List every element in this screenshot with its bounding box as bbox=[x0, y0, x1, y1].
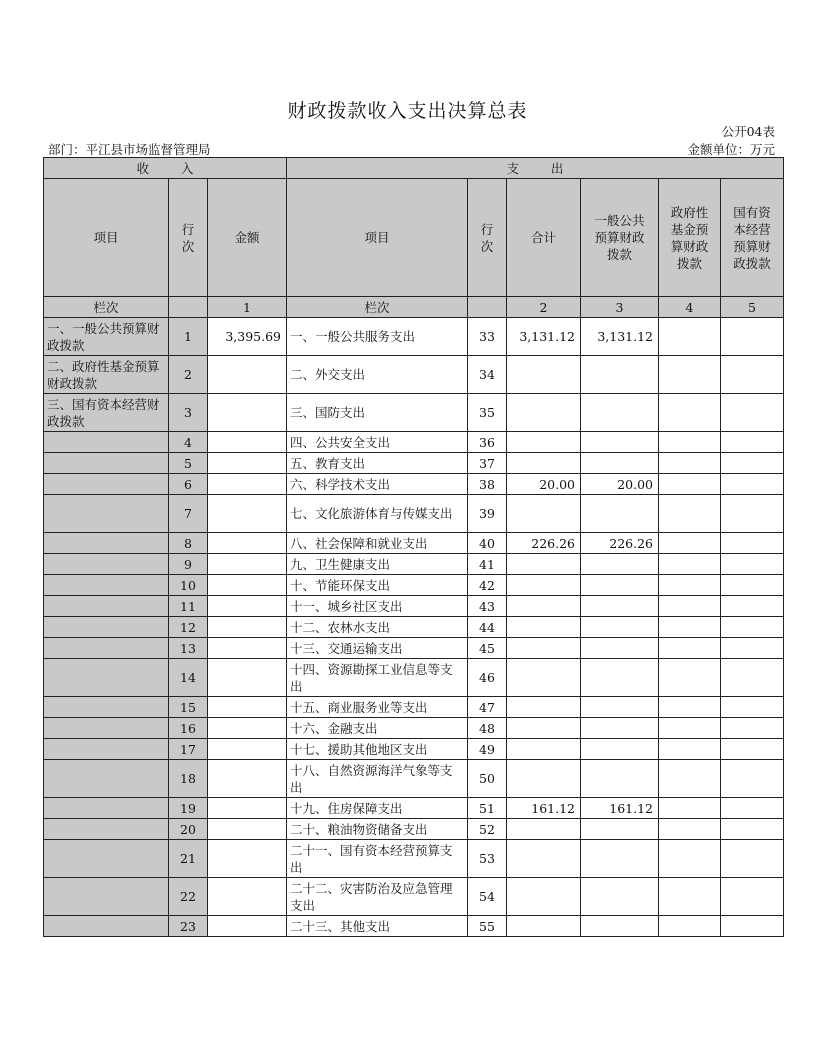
general-budget-amount-cell bbox=[581, 596, 659, 617]
expense-line-cell: 40 bbox=[468, 533, 507, 554]
state-capital-header: 国有资 本经营 预算财 政拨款 bbox=[721, 179, 784, 297]
expense-item-cell: 二十二、灾害防治及应急管理支出 bbox=[287, 878, 468, 916]
income-line-cell: 23 bbox=[169, 916, 208, 937]
general-budget-amount-cell bbox=[581, 819, 659, 840]
state-capital-amount-cell bbox=[721, 575, 784, 596]
table-row bbox=[44, 356, 784, 394]
expense-line-cell: 34 bbox=[468, 356, 507, 394]
income-amount-cell bbox=[208, 659, 287, 697]
colnum-5: 5 bbox=[721, 297, 784, 318]
general-budget-amount-cell bbox=[581, 718, 659, 739]
expense-item-header: 项目 bbox=[287, 179, 468, 297]
income-item-cell: 二、政府性基金预算财政拨款 bbox=[44, 356, 169, 394]
gov-fund-amount-cell bbox=[659, 474, 721, 495]
income-item-cell bbox=[44, 659, 169, 697]
gov-fund-amount-cell bbox=[659, 356, 721, 394]
table-row bbox=[44, 819, 784, 840]
state-capital-amount-cell bbox=[721, 356, 784, 394]
expense-item-cell: 十六、金融支出 bbox=[287, 718, 468, 739]
income-amount-header: 金额 bbox=[208, 179, 287, 297]
income-item-header: 项目 bbox=[44, 179, 169, 297]
total-amount-cell bbox=[507, 596, 581, 617]
gov-fund-amount-cell bbox=[659, 495, 721, 533]
total-amount-cell bbox=[507, 554, 581, 575]
total-amount-cell bbox=[507, 739, 581, 760]
page-title: 财政拨款收入支出决算总表 bbox=[287, 100, 528, 122]
table-row bbox=[44, 638, 784, 659]
expense-line-cell: 54 bbox=[468, 878, 507, 916]
income-line-cell: 13 bbox=[169, 638, 208, 659]
gov-fund-amount-cell bbox=[659, 533, 721, 554]
income-line-cell: 16 bbox=[169, 718, 208, 739]
table-row bbox=[44, 432, 784, 453]
gov-fund-amount-cell bbox=[659, 617, 721, 638]
income-item-cell bbox=[44, 575, 169, 596]
total-amount-cell bbox=[507, 916, 581, 937]
colnum-4: 4 bbox=[659, 297, 721, 318]
colnum-2: 2 bbox=[507, 297, 581, 318]
income-line-header: 行 次 bbox=[169, 179, 208, 297]
gov-fund-amount-cell bbox=[659, 575, 721, 596]
expense-item-cell: 二十一、国有资本经营预算支出 bbox=[287, 840, 468, 878]
state-capital-amount-cell bbox=[721, 659, 784, 697]
total-amount-cell: 20.00 bbox=[507, 474, 581, 495]
expense-line-cell: 43 bbox=[468, 596, 507, 617]
income-item-cell bbox=[44, 798, 169, 819]
income-item-cell bbox=[44, 916, 169, 937]
income-line-cell: 2 bbox=[169, 356, 208, 394]
total-amount-cell bbox=[507, 495, 581, 533]
gov-fund-amount-cell bbox=[659, 432, 721, 453]
expense-line-cell: 39 bbox=[468, 495, 507, 533]
income-amount-cell bbox=[208, 718, 287, 739]
total-amount-cell bbox=[507, 575, 581, 596]
income-item-cell bbox=[44, 474, 169, 495]
income-amount-cell bbox=[208, 575, 287, 596]
total-amount-cell bbox=[507, 453, 581, 474]
state-capital-amount-cell bbox=[721, 432, 784, 453]
income-amount-cell: 3,395.69 bbox=[208, 318, 287, 356]
state-capital-amount-cell bbox=[721, 596, 784, 617]
general-budget-amount-cell bbox=[581, 617, 659, 638]
colnum-3: 3 bbox=[581, 297, 659, 318]
income-line-cell: 10 bbox=[169, 575, 208, 596]
gov-fund-amount-cell bbox=[659, 718, 721, 739]
income-item-cell bbox=[44, 533, 169, 554]
expense-line-cell: 36 bbox=[468, 432, 507, 453]
state-capital-amount-cell bbox=[721, 739, 784, 760]
income-line-cell: 9 bbox=[169, 554, 208, 575]
expense-line-cell: 49 bbox=[468, 739, 507, 760]
income-line-cell: 7 bbox=[169, 495, 208, 533]
general-budget-amount-cell: 3,131.12 bbox=[581, 318, 659, 356]
total-amount-cell: 226.26 bbox=[507, 533, 581, 554]
state-capital-amount-cell bbox=[721, 617, 784, 638]
gov-fund-amount-cell bbox=[659, 318, 721, 356]
income-item-cell bbox=[44, 638, 169, 659]
income-line-cell: 17 bbox=[169, 739, 208, 760]
table-row bbox=[44, 697, 784, 718]
general-budget-amount-cell bbox=[581, 638, 659, 659]
gov-fund-amount-cell bbox=[659, 697, 721, 718]
expense-item-cell: 十二、农林水支出 bbox=[287, 617, 468, 638]
income-item-cell bbox=[44, 596, 169, 617]
general-budget-amount-cell bbox=[581, 840, 659, 878]
total-amount-cell bbox=[507, 760, 581, 798]
expense-item-cell: 八、社会保障和就业支出 bbox=[287, 533, 468, 554]
income-line-cell: 1 bbox=[169, 318, 208, 356]
gov-fund-amount-cell bbox=[659, 638, 721, 659]
table-row bbox=[44, 474, 784, 495]
income-amount-cell bbox=[208, 739, 287, 760]
total-amount-cell bbox=[507, 394, 581, 432]
amount-unit-label: 金额单位：万元 bbox=[687, 142, 775, 157]
income-amount-cell bbox=[208, 697, 287, 718]
income-line-cell: 6 bbox=[169, 474, 208, 495]
income-group-header: 收 入 bbox=[44, 158, 287, 179]
gov-fund-amount-cell bbox=[659, 840, 721, 878]
total-amount-cell bbox=[507, 878, 581, 916]
income-colnum-empty bbox=[169, 297, 208, 318]
gov-fund-amount-cell bbox=[659, 760, 721, 798]
table-row bbox=[44, 916, 784, 937]
state-capital-amount-cell bbox=[721, 394, 784, 432]
general-budget-amount-cell bbox=[581, 697, 659, 718]
expense-line-cell: 50 bbox=[468, 760, 507, 798]
table-row bbox=[44, 318, 784, 356]
expense-item-cell: 七、文化旅游体育与传媒支出 bbox=[287, 495, 468, 533]
expense-line-cell: 55 bbox=[468, 916, 507, 937]
expense-item-cell: 十五、商业服务业等支出 bbox=[287, 697, 468, 718]
income-line-cell: 21 bbox=[169, 840, 208, 878]
expense-item-cell: 六、科学技术支出 bbox=[287, 474, 468, 495]
expense-line-header: 行 次 bbox=[468, 179, 507, 297]
state-capital-amount-cell bbox=[721, 819, 784, 840]
gov-fund-amount-cell bbox=[659, 659, 721, 697]
expense-line-cell: 35 bbox=[468, 394, 507, 432]
income-item-cell: 一、一般公共预算财政拨款 bbox=[44, 318, 169, 356]
table-row bbox=[44, 878, 784, 916]
general-budget-header: 一般公共 预算财政 拨款 bbox=[581, 179, 659, 297]
gov-fund-header: 政府性 基金预 算财政 拨款 bbox=[659, 179, 721, 297]
general-budget-amount-cell bbox=[581, 575, 659, 596]
department-label: 部门：平江县市场监督管理局 bbox=[48, 142, 211, 157]
gov-fund-amount-cell bbox=[659, 453, 721, 474]
income-line-cell: 3 bbox=[169, 394, 208, 432]
table-row bbox=[44, 718, 784, 739]
income-line-cell: 12 bbox=[169, 617, 208, 638]
income-line-cell: 18 bbox=[169, 760, 208, 798]
expense-line-cell: 44 bbox=[468, 617, 507, 638]
income-item-cell bbox=[44, 718, 169, 739]
expense-item-cell: 十八、自然资源海洋气象等支出 bbox=[287, 760, 468, 798]
income-amount-cell bbox=[208, 356, 287, 394]
income-amount-cell bbox=[208, 453, 287, 474]
income-amount-cell bbox=[208, 638, 287, 659]
total-amount-cell bbox=[507, 617, 581, 638]
gov-fund-amount-cell bbox=[659, 394, 721, 432]
state-capital-amount-cell bbox=[721, 798, 784, 819]
total-amount-cell bbox=[507, 659, 581, 697]
total-amount-cell: 3,131.12 bbox=[507, 318, 581, 356]
expense-item-cell: 二十三、其他支出 bbox=[287, 916, 468, 937]
income-item-cell: 三、国有资本经营财政拨款 bbox=[44, 394, 169, 432]
general-budget-amount-cell bbox=[581, 659, 659, 697]
expense-line-cell: 45 bbox=[468, 638, 507, 659]
expense-line-cell: 48 bbox=[468, 718, 507, 739]
expense-item-cell: 一、一般公共服务支出 bbox=[287, 318, 468, 356]
form-number: 公开04表 bbox=[721, 124, 775, 139]
expense-line-cell: 37 bbox=[468, 453, 507, 474]
state-capital-amount-cell bbox=[721, 453, 784, 474]
table-row bbox=[44, 453, 784, 474]
expense-item-cell: 二、外交支出 bbox=[287, 356, 468, 394]
income-amount-cell bbox=[208, 432, 287, 453]
income-line-cell: 5 bbox=[169, 453, 208, 474]
income-item-cell bbox=[44, 697, 169, 718]
state-capital-amount-cell bbox=[721, 554, 784, 575]
state-capital-amount-cell bbox=[721, 718, 784, 739]
expense-item-cell: 十一、城乡社区支出 bbox=[287, 596, 468, 617]
state-capital-amount-cell bbox=[721, 495, 784, 533]
income-amount-cell bbox=[208, 819, 287, 840]
income-amount-cell bbox=[208, 617, 287, 638]
state-capital-amount-cell bbox=[721, 318, 784, 356]
income-item-cell bbox=[44, 878, 169, 916]
income-item-cell bbox=[44, 617, 169, 638]
gov-fund-amount-cell bbox=[659, 916, 721, 937]
general-budget-amount-cell bbox=[581, 356, 659, 394]
income-amount-cell bbox=[208, 533, 287, 554]
gov-fund-amount-cell bbox=[659, 739, 721, 760]
table-row bbox=[44, 495, 784, 533]
expense-item-cell: 十七、援助其他地区支出 bbox=[287, 739, 468, 760]
income-amount-cell bbox=[208, 495, 287, 533]
income-colnum-label: 栏次 bbox=[44, 297, 169, 318]
table-row bbox=[44, 575, 784, 596]
income-line-cell: 15 bbox=[169, 697, 208, 718]
income-amount-cell bbox=[208, 760, 287, 798]
expense-item-cell: 十三、交通运输支出 bbox=[287, 638, 468, 659]
expense-item-cell: 五、教育支出 bbox=[287, 453, 468, 474]
state-capital-amount-cell bbox=[721, 533, 784, 554]
total-amount-cell bbox=[507, 697, 581, 718]
expense-line-cell: 33 bbox=[468, 318, 507, 356]
state-capital-amount-cell bbox=[721, 638, 784, 659]
general-budget-amount-cell bbox=[581, 495, 659, 533]
expense-line-cell: 38 bbox=[468, 474, 507, 495]
income-amount-cell bbox=[208, 596, 287, 617]
total-header: 合计 bbox=[507, 179, 581, 297]
table-row bbox=[44, 596, 784, 617]
table-row bbox=[44, 617, 784, 638]
total-amount-cell bbox=[507, 718, 581, 739]
table-row bbox=[44, 760, 784, 798]
income-amount-cell bbox=[208, 474, 287, 495]
expense-item-cell: 十四、资源勘探工业信息等支出 bbox=[287, 659, 468, 697]
expense-colnum-empty bbox=[468, 297, 507, 318]
table-row bbox=[44, 533, 784, 554]
state-capital-amount-cell bbox=[721, 916, 784, 937]
income-amount-cell bbox=[208, 840, 287, 878]
general-budget-amount-cell bbox=[581, 739, 659, 760]
expense-line-cell: 52 bbox=[468, 819, 507, 840]
state-capital-amount-cell bbox=[721, 474, 784, 495]
general-budget-amount-cell bbox=[581, 878, 659, 916]
gov-fund-amount-cell bbox=[659, 554, 721, 575]
table-row bbox=[44, 659, 784, 697]
income-amount-cell bbox=[208, 916, 287, 937]
general-budget-amount-cell bbox=[581, 432, 659, 453]
state-capital-amount-cell bbox=[721, 878, 784, 916]
gov-fund-amount-cell bbox=[659, 798, 721, 819]
expense-item-cell: 十九、住房保障支出 bbox=[287, 798, 468, 819]
expense-colnum-label: 栏次 bbox=[287, 297, 468, 318]
gov-fund-amount-cell bbox=[659, 878, 721, 916]
general-budget-amount-cell: 161.12 bbox=[581, 798, 659, 819]
general-budget-amount-cell bbox=[581, 394, 659, 432]
income-item-cell bbox=[44, 760, 169, 798]
expense-line-cell: 42 bbox=[468, 575, 507, 596]
income-line-cell: 20 bbox=[169, 819, 208, 840]
general-budget-amount-cell bbox=[581, 453, 659, 474]
gov-fund-amount-cell bbox=[659, 819, 721, 840]
income-line-cell: 19 bbox=[169, 798, 208, 819]
colnum-1: 1 bbox=[208, 297, 287, 318]
table-row bbox=[44, 840, 784, 878]
expense-line-cell: 51 bbox=[468, 798, 507, 819]
general-budget-amount-cell bbox=[581, 760, 659, 798]
expense-group-header: 支 出 bbox=[287, 158, 784, 179]
income-line-cell: 4 bbox=[169, 432, 208, 453]
income-item-cell bbox=[44, 739, 169, 760]
general-budget-amount-cell: 20.00 bbox=[581, 474, 659, 495]
general-budget-amount-cell bbox=[581, 554, 659, 575]
expense-line-cell: 46 bbox=[468, 659, 507, 697]
income-line-cell: 22 bbox=[169, 878, 208, 916]
total-amount-cell bbox=[507, 356, 581, 394]
income-item-cell bbox=[44, 495, 169, 533]
total-amount-cell bbox=[507, 840, 581, 878]
gov-fund-amount-cell bbox=[659, 596, 721, 617]
income-line-cell: 11 bbox=[169, 596, 208, 617]
income-item-cell bbox=[44, 819, 169, 840]
income-amount-cell bbox=[208, 798, 287, 819]
total-amount-cell bbox=[507, 819, 581, 840]
total-amount-cell bbox=[507, 432, 581, 453]
income-amount-cell bbox=[208, 554, 287, 575]
income-amount-cell bbox=[208, 394, 287, 432]
table-row bbox=[44, 554, 784, 575]
table-row bbox=[44, 739, 784, 760]
expense-item-cell: 四、公共安全支出 bbox=[287, 432, 468, 453]
expense-item-cell: 九、卫生健康支出 bbox=[287, 554, 468, 575]
income-item-cell bbox=[44, 453, 169, 474]
income-amount-cell bbox=[208, 878, 287, 916]
expense-line-cell: 47 bbox=[468, 697, 507, 718]
income-item-cell bbox=[44, 432, 169, 453]
state-capital-amount-cell bbox=[721, 760, 784, 798]
table-row bbox=[44, 798, 784, 819]
state-capital-amount-cell bbox=[721, 697, 784, 718]
expense-line-cell: 41 bbox=[468, 554, 507, 575]
general-budget-amount-cell bbox=[581, 916, 659, 937]
table-row bbox=[44, 394, 784, 432]
expense-item-cell: 三、国防支出 bbox=[287, 394, 468, 432]
general-budget-amount-cell: 226.26 bbox=[581, 533, 659, 554]
income-item-cell bbox=[44, 840, 169, 878]
state-capital-amount-cell bbox=[721, 840, 784, 878]
total-amount-cell: 161.12 bbox=[507, 798, 581, 819]
expense-item-cell: 二十、粮油物资储备支出 bbox=[287, 819, 468, 840]
fiscal-appropriation-table bbox=[43, 157, 784, 937]
total-amount-cell bbox=[507, 638, 581, 659]
expense-line-cell: 53 bbox=[468, 840, 507, 878]
income-line-cell: 8 bbox=[169, 533, 208, 554]
expense-item-cell: 十、节能环保支出 bbox=[287, 575, 468, 596]
income-line-cell: 14 bbox=[169, 659, 208, 697]
income-item-cell bbox=[44, 554, 169, 575]
